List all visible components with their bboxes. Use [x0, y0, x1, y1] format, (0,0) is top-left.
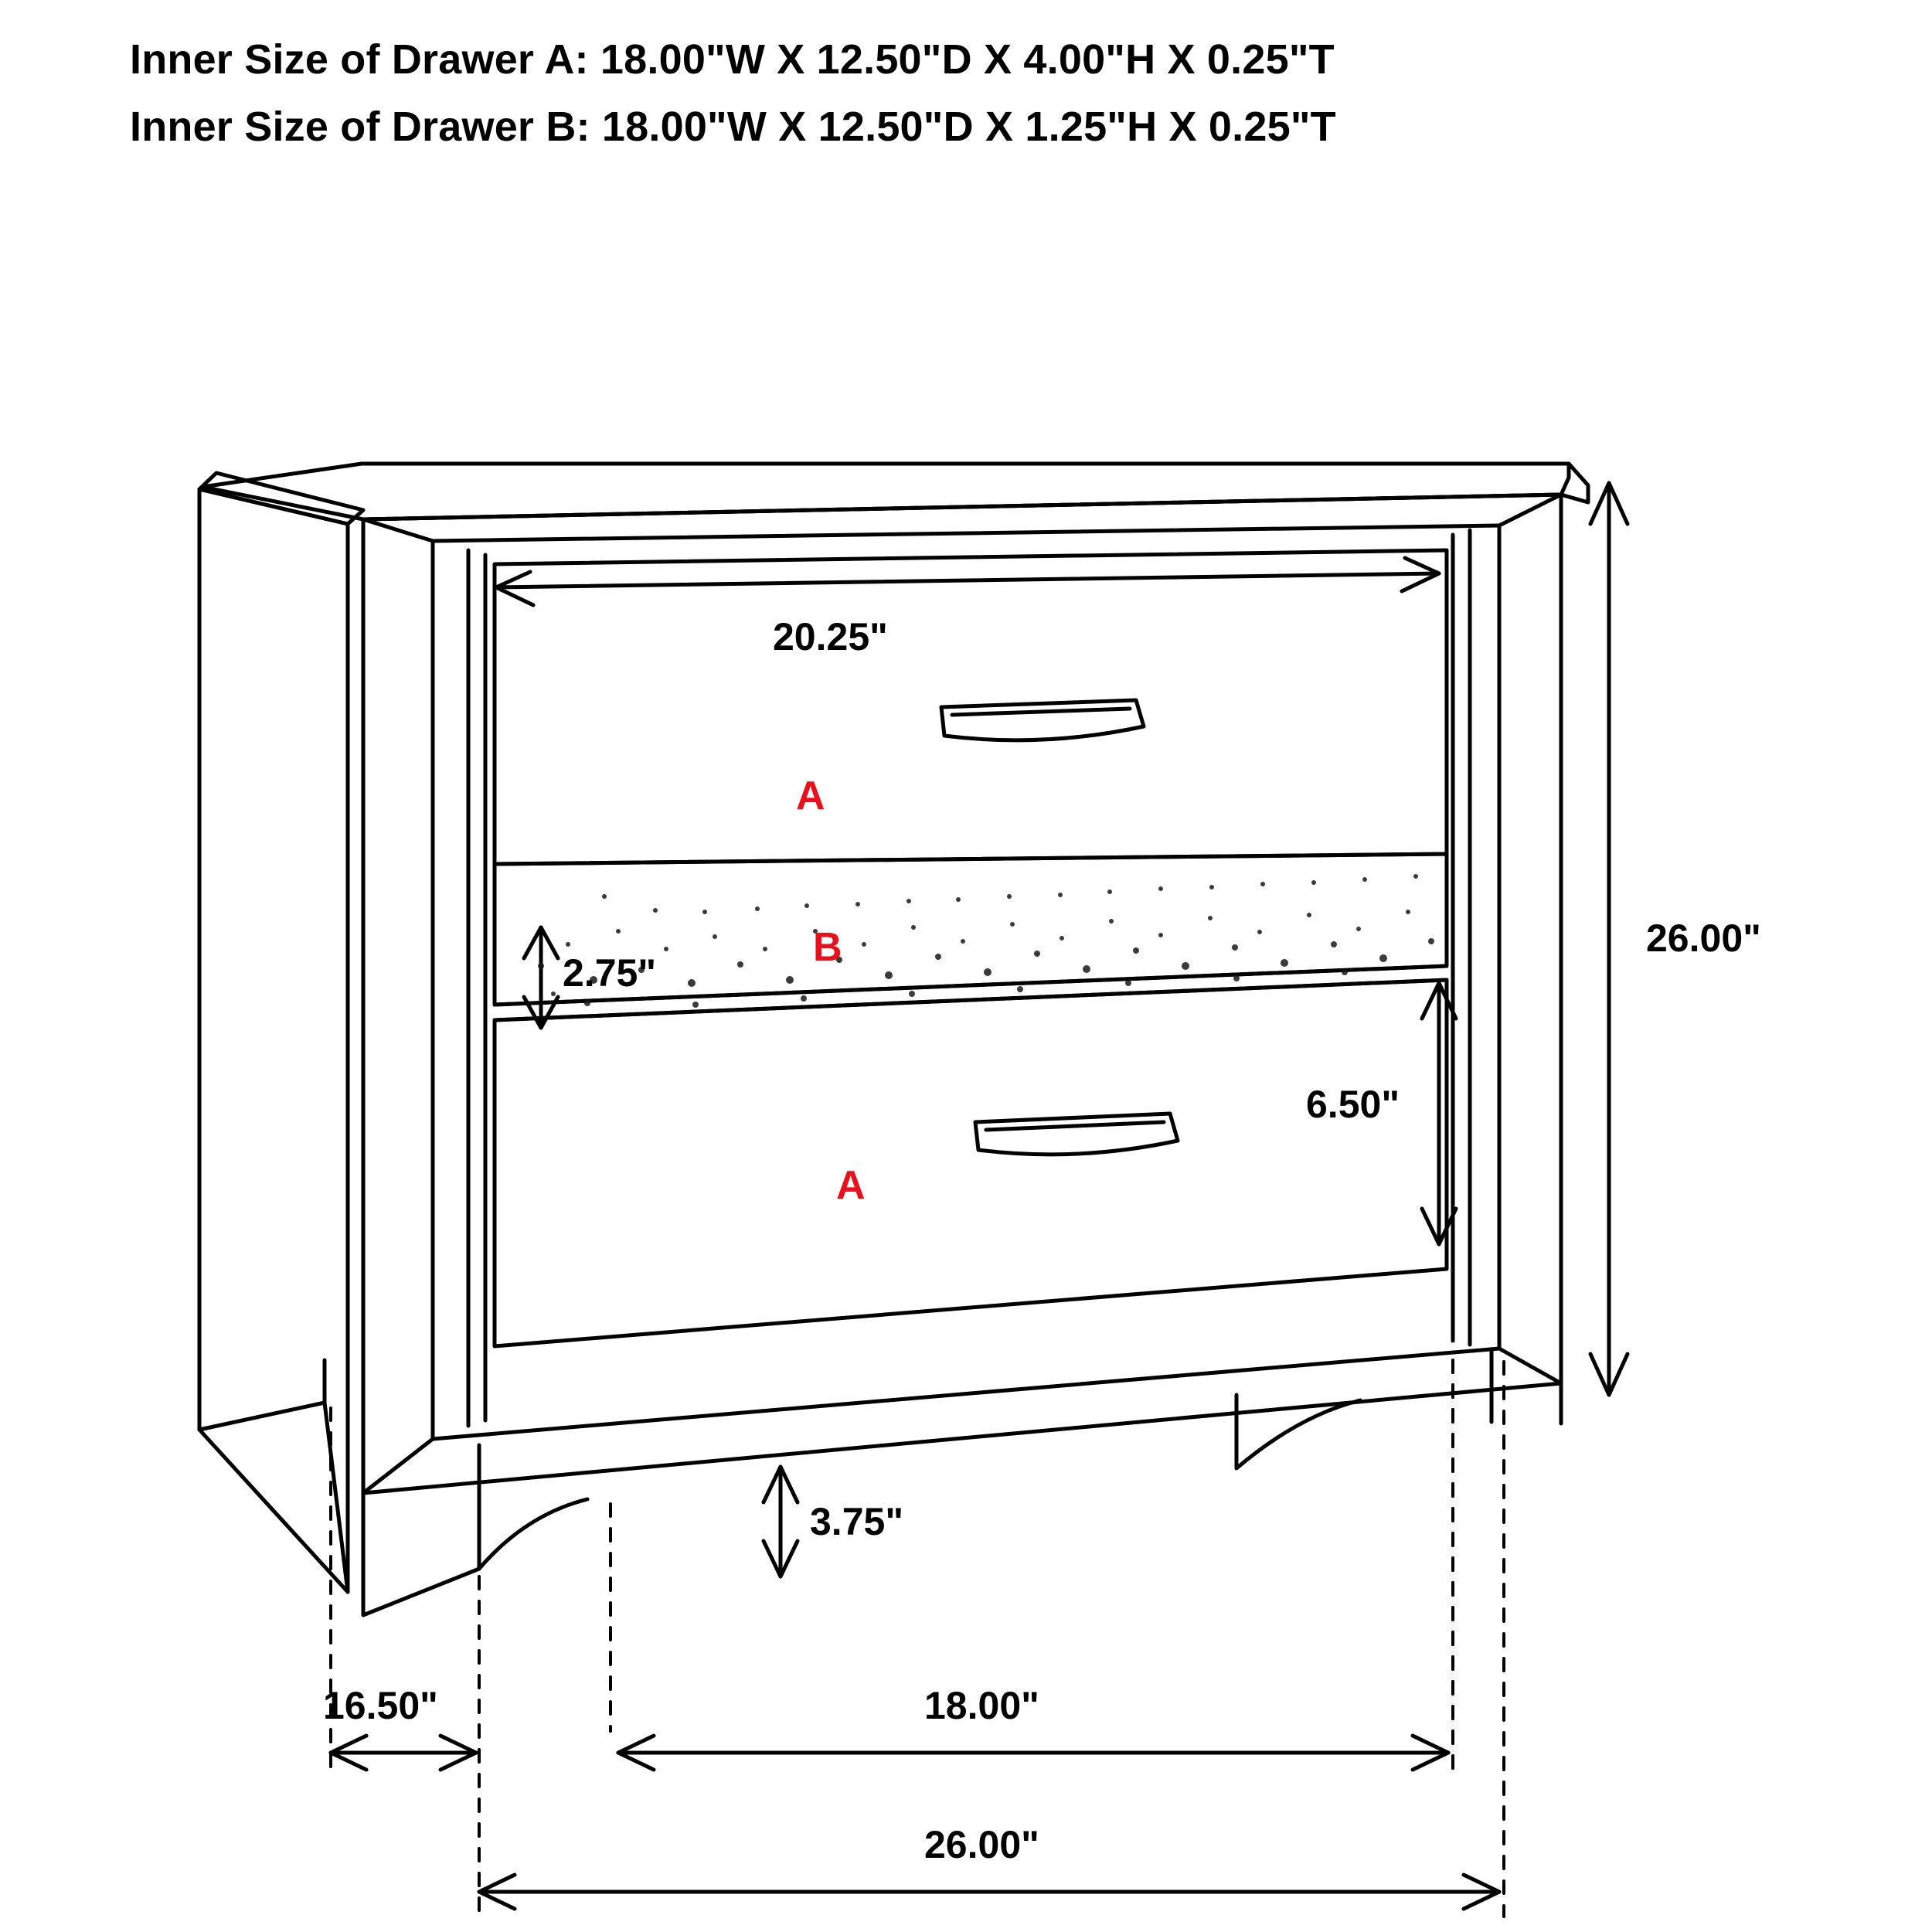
- label-drawer-b: B: [813, 925, 842, 970]
- dim-18-00: [618, 1736, 1448, 1770]
- dim-26-height: [1590, 483, 1628, 1395]
- handle-top-drawer: [941, 700, 1144, 740]
- dim-6-50: [1422, 983, 1456, 1244]
- dim-26-width: [479, 1875, 1499, 1909]
- left-side-bottom-edge: [199, 1403, 348, 1592]
- dim-label-lower-drawer-height: 6.50": [1306, 1083, 1400, 1126]
- dim-20-25: [496, 558, 1439, 605]
- leg-left-front: [479, 1445, 587, 1569]
- handle-bottom-inner: [986, 1122, 1164, 1130]
- header-line-drawer-a: Inner Size of Drawer A: 18.00"W X 12.50"D X 4.00"H X 0.25"T: [130, 36, 1335, 83]
- dim-2-75: [524, 927, 558, 1028]
- dim-label-overall-height: 26.00": [1646, 917, 1761, 960]
- bevel-corner-tr: [1499, 495, 1561, 526]
- dim-label-overall-width: 26.00": [924, 1823, 1039, 1866]
- dim-label-inner-width: 18.00": [924, 1684, 1039, 1727]
- dim-3-75: [764, 1467, 798, 1577]
- dim-label-side-depth: 16.50": [323, 1684, 438, 1727]
- label-drawer-a-top: A: [796, 774, 825, 818]
- dim-label-top-drawer-width: 20.25": [773, 615, 888, 658]
- base-left-corner: [363, 1493, 479, 1615]
- front-frame-bottom-outer: [363, 1383, 1561, 1493]
- handle-top-inner: [952, 709, 1130, 715]
- dim-16-50: [331, 1736, 476, 1770]
- drawer-a-bottom-face: [495, 980, 1447, 1346]
- handle-bottom-drawer: [975, 1114, 1178, 1155]
- bevel-corner-tl: [363, 519, 433, 541]
- dim-label-leg-height: 3.75": [810, 1500, 904, 1543]
- header-line-drawer-b: Inner Size of Drawer B: 18.00"W X 12.50"D X 1.25"H X 0.25"T: [130, 104, 1336, 150]
- dim-label-drawer-b-height: 2.75": [563, 951, 657, 995]
- label-drawer-a-bottom: A: [836, 1163, 866, 1208]
